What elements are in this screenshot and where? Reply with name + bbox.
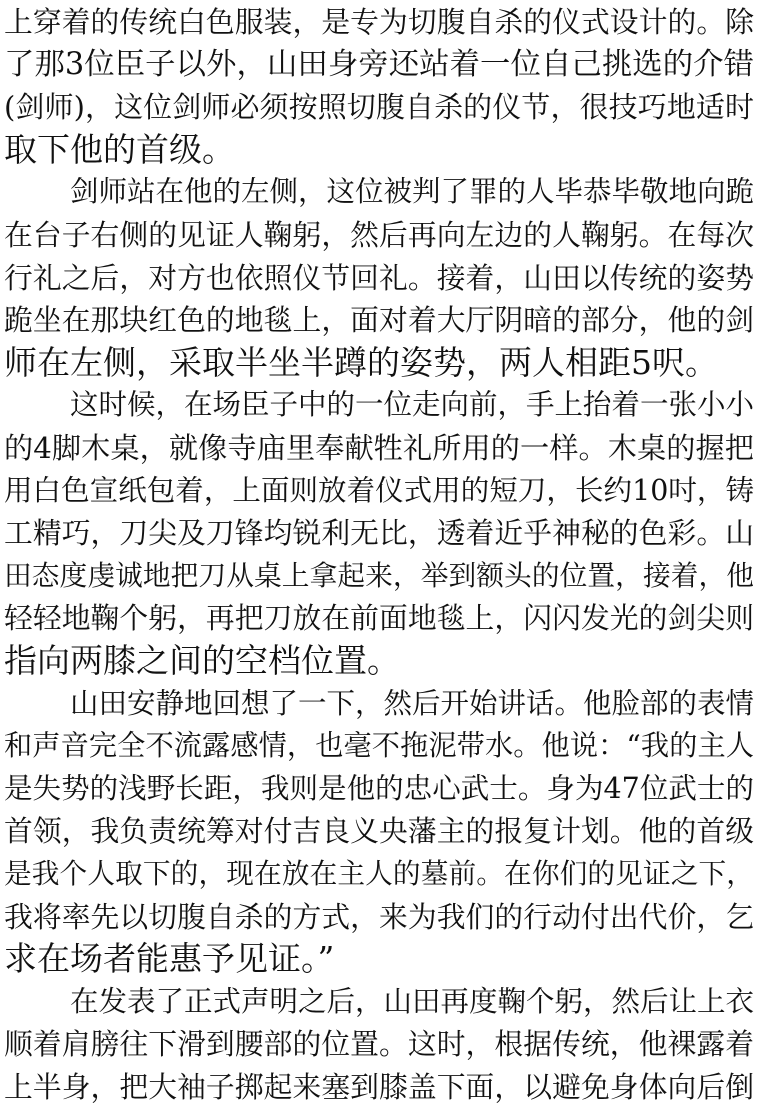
- text-line: (剑师)，这位剑师必须按照切腹自杀的仪节，很技巧地适时: [4, 90, 754, 125]
- text-line: 轻轻地鞠个躬，再把刀放在前面地毯上，闪闪发光的剑尖则: [4, 601, 754, 636]
- text-line: 剑师站在他的左侧，这位被判了罪的人毕恭毕敬地向跪: [70, 175, 755, 209]
- text-line: 的4脚木桌，就像寺庙里奉献牲礼所用的一样。木桌的握把: [4, 431, 754, 465]
- text-line: 行礼之后，对方也依照仪节回礼。接着，山田以传统的姿势: [4, 260, 754, 295]
- text-line: 这时候，在场臣子中的一位走向前，手上抬着一张小小: [70, 388, 755, 422]
- text-line: 在台子右侧的见证人鞠躬，然后再向左边的人鞠躬。在每次: [4, 218, 754, 252]
- text-line: 我将率先以切腹自杀的方式，来为我们的行动付出代价，乞: [4, 899, 754, 934]
- text-line: 用白色宣纸包着，上面则放着仪式用的短刀，长约10吋，铸: [4, 473, 754, 507]
- text-line: 是失势的浅野长距，我则是他的忠心武士。身为47位武士的: [4, 771, 754, 805]
- text-line: 上半身，把大袖子掷起来塞到膝盖下面，以避免身体向后倒: [4, 1070, 754, 1104]
- text-line: 指向两膝之间的空档位置。: [4, 641, 400, 680]
- text-line: 师在左侧，采取半坐半蹲的姿势，两人相距5呎。: [4, 342, 718, 382]
- text-line: 工精巧，刀尖及刀锋均锐利无比，透着近乎神秘的色彩。山: [4, 516, 754, 551]
- text-line: 是我个人取下的，现在放在主人的墓前。在你们的见证之下，: [4, 857, 754, 890]
- text-line: 了那3位臣子以外，山田身旁还站着一位自己挑选的介错: [4, 46, 754, 82]
- text-line: 上穿着的传统白色服装，是专为切腹自杀的仪式设计的。除: [4, 5, 754, 39]
- text-line: 首领，我负责统筹对付吉良义央藩主的报复计划。他的首级: [4, 814, 754, 849]
- text-line: 顺着肩膀往下滑到腰部的位置。这时，根据传统，他裸露着: [4, 1027, 754, 1062]
- text-line: 取下他的首级。: [4, 129, 235, 169]
- text-line: 田态度虔诚地把刀从桌上拿起来，举到额头的位置，接着，他: [4, 558, 754, 592]
- text-line: 山田安静地回想了一下，然后开始讲话。他脸部的表情: [70, 686, 755, 720]
- text-line: 求在场者能惠予见证。”: [4, 939, 335, 979]
- text-line: 在发表了正式声明之后，山田再度鞠个躬，然后让上衣: [70, 984, 755, 1018]
- text-line: 和声音完全不流露感情，也毫不拖泥带水。他说：“我的主人: [4, 729, 754, 763]
- text-line: 跪坐在那块红色的地毯上，面对着大厅阴暗的部分，他的剑: [4, 303, 754, 338]
